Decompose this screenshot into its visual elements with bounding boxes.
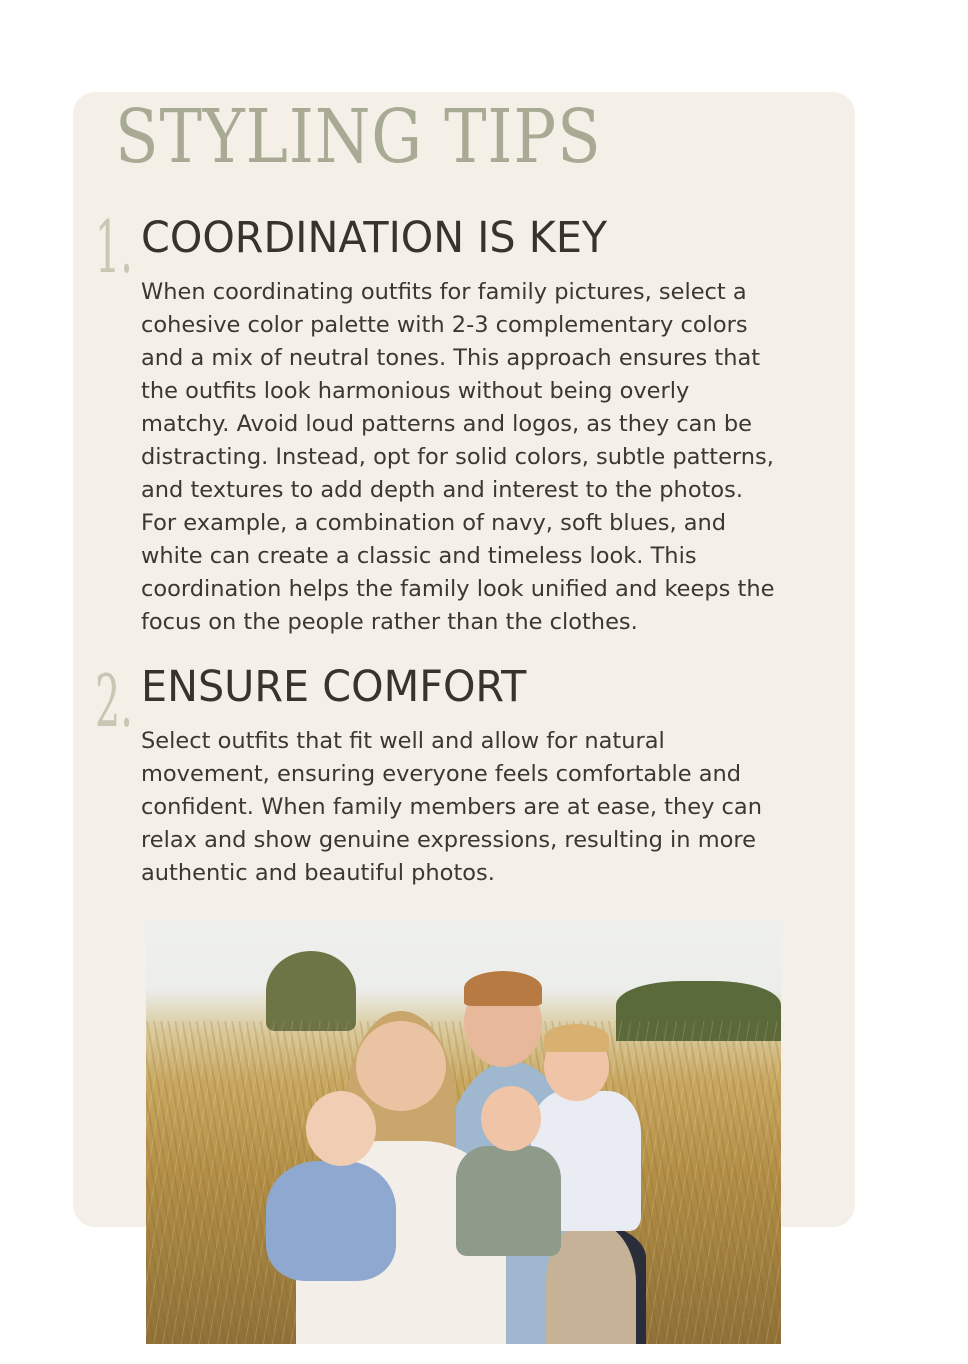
tip-body-line: distracting. Instead, opt for solid colors, subtle patterns, <box>141 444 774 470</box>
tip-heading-2: ENSURE COMFORT <box>141 662 527 712</box>
tip-number-2: 2. <box>95 659 133 743</box>
family-photo <box>146 921 781 1344</box>
tip-body-line: relax and show genuine expressions, resulting in more <box>141 827 756 853</box>
photo-figure <box>456 1146 561 1256</box>
page-title: STYLING TIPS <box>115 94 602 180</box>
tip-body-line: the outfits look harmonious without being overly <box>141 378 690 404</box>
photo-figure <box>544 1024 609 1052</box>
tip-body-line: For example, a combination of navy, soft blues, and <box>141 510 727 536</box>
tip-body-line: cohesive color palette with 2-3 complementary colors <box>141 312 748 338</box>
tip-number-1: 1. <box>95 205 133 289</box>
tip-body-line: Select outfits that fit well and allow for natural <box>141 728 665 754</box>
tip-heading-1: COORDINATION IS KEY <box>141 213 608 263</box>
tip-body-line: focus on the people rather than the clothes. <box>141 609 638 635</box>
tip-body-line: white can create a classic and timeless look. This <box>141 543 697 569</box>
photo-tree <box>266 951 356 1031</box>
tip-body-line: and textures to add depth and interest to the photos. <box>141 477 744 503</box>
tip-body-line: authentic and beautiful photos. <box>141 860 495 886</box>
tip-body-2 <box>141 725 841 890</box>
photo-figure <box>464 971 542 1006</box>
tip-body-line: movement, ensuring everyone feels comfortable and <box>141 761 742 787</box>
tip-body-line: matchy. Avoid loud patterns and logos, as they can be <box>141 411 752 437</box>
photo-figure <box>356 1021 446 1111</box>
tip-body-line: and a mix of neutral tones. This approach ensures that <box>141 345 761 371</box>
tip-body-1 <box>141 276 841 639</box>
tip-body-line: When coordinating outfits for family pictures, select a <box>141 279 747 305</box>
tip-body-line: confident. When family members are at ease, they can <box>141 794 762 820</box>
photo-figure <box>266 1161 396 1281</box>
photo-figure <box>481 1086 541 1151</box>
tip-body-line: coordination helps the family look unified and keeps the <box>141 576 775 602</box>
photo-figure <box>306 1091 376 1166</box>
